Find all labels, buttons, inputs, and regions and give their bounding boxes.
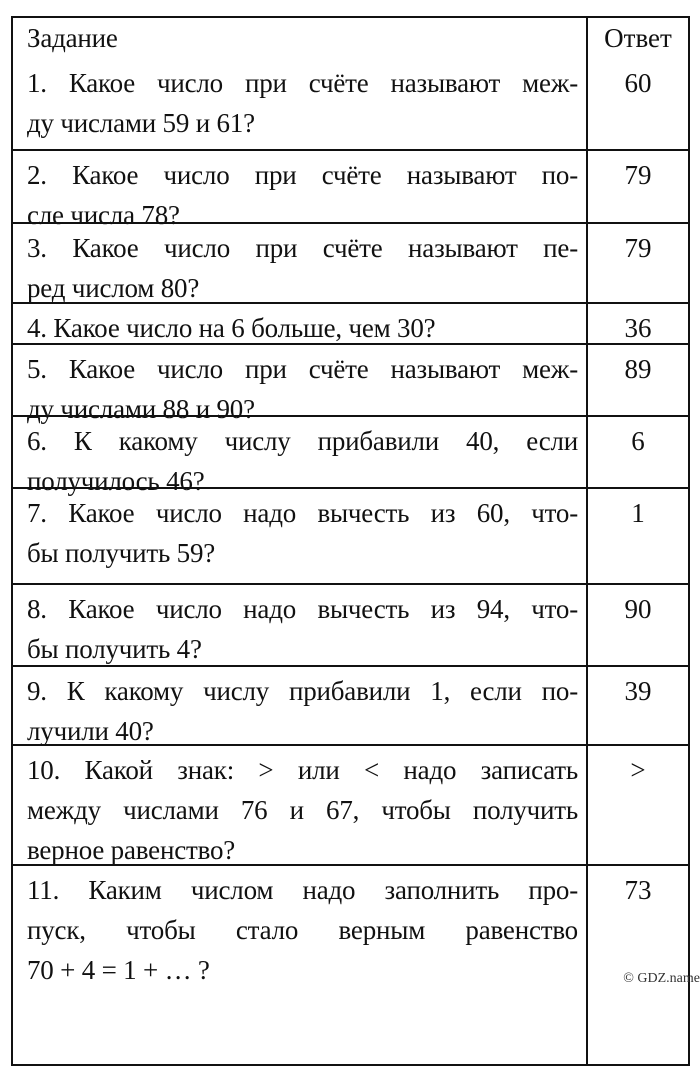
task-line: 2. Какое число при счёте называют по-: [27, 160, 578, 190]
answer-cell: 73: [586, 866, 688, 1064]
task-line: 10. Какой знак: > или < надо записать: [27, 755, 578, 785]
answer-cell: 39: [586, 667, 688, 744]
task-line: ду числами 88 и 90?: [27, 394, 255, 424]
task-text: [13, 585, 586, 665]
table-row: [13, 665, 688, 744]
task-line: лучили 40?: [27, 716, 154, 746]
answer-cell: 6: [586, 417, 688, 487]
task-line: 70 + 4 = 1 + … ?: [27, 955, 210, 985]
table-row: [13, 343, 688, 424]
table-row: [13, 864, 688, 1064]
task-line: ред числом 80?: [27, 273, 200, 303]
answer-cell: 90: [586, 585, 688, 665]
header-answer: Ответ: [586, 18, 688, 59]
task-text: [13, 417, 586, 496]
task-text: [13, 667, 586, 744]
task-line: 4. Какое число на 6 больше, чем 30?: [27, 313, 436, 343]
task-line: получилось 46?: [27, 466, 205, 496]
answer-cell: 89: [586, 345, 688, 415]
table-header-row: [13, 18, 688, 59]
task-text: [13, 345, 586, 424]
table-row: [13, 487, 688, 583]
table-row: [13, 744, 688, 864]
task-line: 11. Каким числом надо заполнить про-: [27, 875, 578, 905]
task-line: бы получить 59?: [27, 538, 216, 568]
header-task: Задание: [27, 23, 118, 53]
task-line: верное равенство?: [27, 835, 236, 865]
table-row: [13, 302, 688, 343]
table-row: [13, 59, 688, 149]
task-line: 6. К какому числу прибавили 40, если: [27, 426, 578, 456]
task-line: бы получить 4?: [27, 634, 202, 664]
watermark: © GDZ.name: [623, 971, 700, 986]
task-line: пуск, чтобы стало верным равенство: [27, 915, 578, 945]
task-line: сле числа 78?: [27, 200, 180, 230]
answer-cell: 79: [586, 151, 688, 222]
task-line: 3. Какое число при счёте называют пе-: [27, 233, 578, 263]
answer-cell: 79: [586, 224, 688, 302]
table-row: [13, 222, 688, 302]
task-line: между числами 76 и 67, чтобы получить: [27, 795, 578, 825]
task-text: [13, 59, 586, 149]
answer-cell: >: [586, 746, 688, 864]
answer-cell: 1: [586, 489, 688, 583]
task-text: [13, 151, 586, 230]
task-line: 8. Какое число надо вычесть из 94, что-: [27, 594, 578, 624]
task-text: [13, 866, 586, 1064]
task-text: [13, 489, 586, 583]
task-line: ду числами 59 и 61?: [27, 108, 255, 138]
table-row: [13, 583, 688, 665]
task-line: 9. К какому числу прибавили 1, если по-: [27, 676, 578, 706]
task-line: 7. Какое число надо вычесть из 60, что-: [27, 498, 578, 528]
task-line: 5. Какое число при счёте называют меж-: [27, 354, 578, 384]
table-row: [13, 415, 688, 496]
answer-cell: 36: [586, 304, 688, 343]
task-text: [13, 746, 586, 864]
task-text: [13, 304, 586, 343]
answers-table: [11, 16, 690, 1066]
table-row: [13, 149, 688, 230]
answer-cell: 60: [586, 59, 688, 149]
task-line: 1. Какое число при счёте называют меж-: [27, 68, 578, 98]
task-text: [13, 224, 586, 302]
